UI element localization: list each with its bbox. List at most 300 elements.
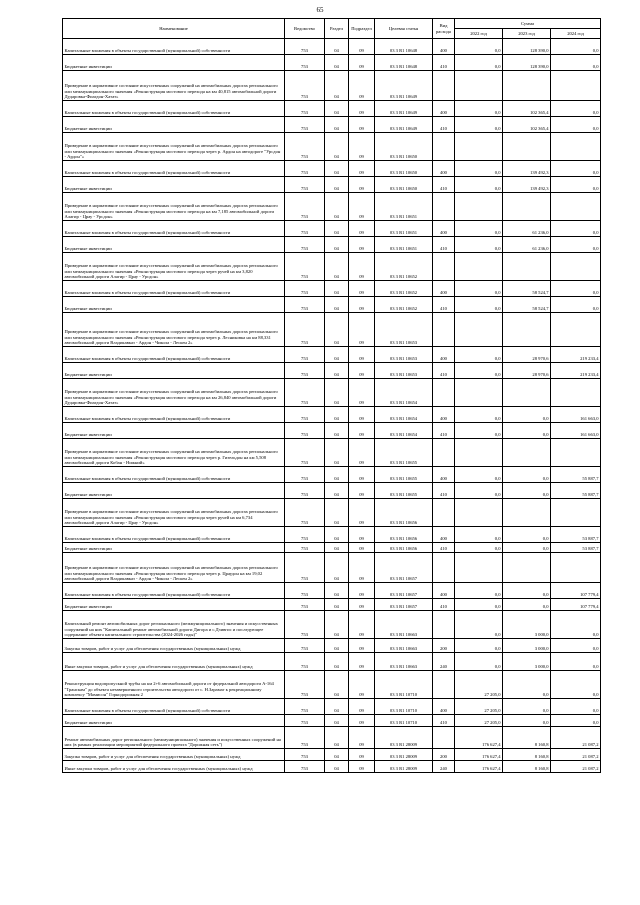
cell-dept: 753 — [285, 761, 325, 773]
cell-sec: 04 — [325, 101, 349, 117]
table-row — [63, 177, 601, 193]
cell-name: Приведение в нормативное состояние искусственных сооружений на автомобильных дорогах регионального или межмуниципального значения «Реконструкция мостового перехода через ручей на км 6,734 автомобильной дороги Алагир - Црау - Урсдон» — [63, 499, 285, 527]
cell-dept: 753 — [285, 727, 325, 749]
cell-sub: 09 — [349, 407, 375, 423]
cell-target: 03 3 R1 10650 — [375, 133, 433, 161]
cell-dept: 753 — [285, 699, 325, 715]
cell-sub: 09 — [349, 761, 375, 773]
header-2024: 2024 год — [551, 29, 601, 39]
cell-name: Бюджетные инвестиции — [63, 363, 285, 379]
cell-y1: 27 205,0 — [455, 699, 503, 715]
cell-y3: 0,0 — [551, 177, 601, 193]
cell-dept: 753 — [285, 467, 325, 483]
cell-dept: 753 — [285, 583, 325, 599]
cell-sec: 04 — [325, 39, 349, 55]
cell-vr: 400 — [433, 101, 455, 117]
cell-dept: 753 — [285, 611, 325, 639]
cell-sub: 09 — [349, 749, 375, 761]
cell-sec: 04 — [325, 671, 349, 699]
cell-y3: 21 087,2 — [551, 761, 601, 773]
cell-y1 — [455, 499, 503, 527]
cell-dept: 753 — [285, 313, 325, 347]
cell-sec: 04 — [325, 161, 349, 177]
cell-sub: 09 — [349, 101, 375, 117]
cell-y3: 0,0 — [551, 671, 601, 699]
cell-name: Приведение в нормативное состояние искусственных сооружений на автомобильных дорогах регионального или межмуниципального значения «Реконструкция мостового перехода на км 26,840 автомобильной дороги Дударовка-Фиагдон-Хатат» — [63, 379, 285, 407]
cell-y1 — [455, 313, 503, 347]
cell-sec: 04 — [325, 715, 349, 727]
table-row — [63, 71, 601, 101]
cell-sub: 09 — [349, 599, 375, 611]
cell-sec: 04 — [325, 599, 349, 611]
header-2023: 2023 год — [503, 29, 551, 39]
cell-y1: 0,0 — [455, 611, 503, 639]
cell-name: Капитальные вложения в объекты государственной (муниципальной) собственности — [63, 39, 285, 55]
cell-sub: 09 — [349, 653, 375, 671]
cell-y2: 8 160,8 — [503, 749, 551, 761]
cell-target: 03 3 R1 10656 — [375, 499, 433, 527]
cell-y2: 128 390,0 — [503, 39, 551, 55]
cell-sub: 09 — [349, 499, 375, 527]
cell-y2 — [503, 71, 551, 101]
cell-y3: 0,0 — [551, 117, 601, 133]
cell-target: 03 3 R1 10655 — [375, 483, 433, 499]
cell-y2: 0,0 — [503, 527, 551, 543]
cell-y1: 0,0 — [455, 297, 503, 313]
table-row — [63, 499, 601, 527]
header-dept: Ведомство — [285, 19, 325, 39]
table-row — [63, 39, 601, 55]
cell-vr — [433, 727, 455, 749]
cell-y3: 21 087,2 — [551, 749, 601, 761]
cell-y3 — [551, 253, 601, 281]
cell-sec: 04 — [325, 749, 349, 761]
table-row — [63, 483, 601, 499]
cell-sub: 09 — [349, 161, 375, 177]
cell-name: Приведение в нормативное состояние искусственных сооружений на автомобильных дорогах регионального или межмуниципального значения «Реконструкция мостового перехода через р. Лесниковка на км 88,331 автомобильной дороги Владикавказ - Ардон - Чикола - Лескен 2» — [63, 313, 285, 347]
cell-vr — [433, 71, 455, 101]
table-row — [63, 55, 601, 71]
cell-y3: 0,0 — [551, 101, 601, 117]
cell-sub: 09 — [349, 553, 375, 583]
cell-sub: 09 — [349, 193, 375, 221]
cell-y1: 0,0 — [455, 653, 503, 671]
cell-dept: 753 — [285, 553, 325, 583]
cell-dept: 753 — [285, 527, 325, 543]
cell-y2: 28 970,6 — [503, 363, 551, 379]
cell-vr — [433, 133, 455, 161]
cell-dept: 753 — [285, 161, 325, 177]
table-row — [63, 117, 601, 133]
cell-vr — [433, 313, 455, 347]
cell-sub: 09 — [349, 117, 375, 133]
cell-dept: 753 — [285, 379, 325, 407]
cell-sec: 04 — [325, 177, 349, 193]
cell-sub: 09 — [349, 439, 375, 467]
header-section: Раздел — [325, 19, 349, 39]
table-row — [63, 715, 601, 727]
cell-vr: 400 — [433, 161, 455, 177]
cell-y2: 61 236,0 — [503, 237, 551, 253]
cell-sub: 09 — [349, 313, 375, 347]
cell-sub: 09 — [349, 363, 375, 379]
cell-y1 — [455, 193, 503, 221]
cell-target: 03 3 R1 10648 — [375, 55, 433, 71]
cell-y3: 0,0 — [551, 237, 601, 253]
cell-name: Бюджетные инвестиции — [63, 599, 285, 611]
table-row — [63, 313, 601, 347]
cell-y2: 58 524,7 — [503, 297, 551, 313]
cell-target: 03 3 R1 10653 — [375, 313, 433, 347]
cell-vr: 410 — [433, 117, 455, 133]
table-row — [63, 193, 601, 221]
cell-y3 — [551, 553, 601, 583]
cell-y1: 27 205,0 — [455, 671, 503, 699]
cell-sec: 04 — [325, 347, 349, 363]
cell-dept: 753 — [285, 347, 325, 363]
table-row — [63, 347, 601, 363]
cell-y1: 0,0 — [455, 467, 503, 483]
cell-target: 03 3 R1 10710 — [375, 671, 433, 699]
cell-y2 — [503, 499, 551, 527]
cell-y3: 0,0 — [551, 653, 601, 671]
cell-vr — [433, 379, 455, 407]
cell-y2 — [503, 553, 551, 583]
cell-dept: 753 — [285, 39, 325, 55]
cell-y1: 0,0 — [455, 527, 503, 543]
cell-vr: 240 — [433, 761, 455, 773]
cell-sec: 04 — [325, 71, 349, 101]
cell-sec: 04 — [325, 439, 349, 467]
cell-target: 03 3 R1 28009 — [375, 727, 433, 749]
cell-y2: 0,0 — [503, 583, 551, 599]
cell-y1: 0,0 — [455, 599, 503, 611]
cell-target: 03 3 R1 10656 — [375, 527, 433, 543]
cell-y2: 28 970,6 — [503, 347, 551, 363]
cell-vr: 400 — [433, 407, 455, 423]
cell-dept: 753 — [285, 253, 325, 281]
cell-y2: 0,0 — [503, 407, 551, 423]
cell-sub: 09 — [349, 715, 375, 727]
cell-sec: 04 — [325, 281, 349, 297]
cell-target: 03 3 R1 10653 — [375, 363, 433, 379]
cell-vr: 400 — [433, 699, 455, 715]
cell-sub: 09 — [349, 483, 375, 499]
cell-dept: 753 — [285, 281, 325, 297]
cell-name: Бюджетные инвестиции — [63, 715, 285, 727]
cell-sub: 09 — [349, 543, 375, 553]
cell-name: Бюджетные инвестиции — [63, 483, 285, 499]
cell-y3: 55 887,7 — [551, 467, 601, 483]
cell-y3: 0,0 — [551, 639, 601, 653]
cell-y2 — [503, 313, 551, 347]
cell-target: 03 3 R1 10657 — [375, 553, 433, 583]
cell-sub: 09 — [349, 221, 375, 237]
cell-target: 03 3 R1 28009 — [375, 749, 433, 761]
cell-y1: 0,0 — [455, 583, 503, 599]
cell-dept: 753 — [285, 599, 325, 611]
cell-sec: 04 — [325, 761, 349, 773]
cell-y3: 0,0 — [551, 611, 601, 639]
cell-sec: 04 — [325, 467, 349, 483]
cell-sec: 04 — [325, 363, 349, 379]
cell-dept: 753 — [285, 193, 325, 221]
cell-dept: 753 — [285, 749, 325, 761]
cell-y3: 0,0 — [551, 221, 601, 237]
cell-y1 — [455, 439, 503, 467]
cell-y1 — [455, 253, 503, 281]
cell-name: Капитальные вложения в объекты государственной (муниципальной) собственности — [63, 699, 285, 715]
cell-sec: 04 — [325, 553, 349, 583]
cell-target: 03 3 R1 10649 — [375, 101, 433, 117]
cell-name: Закупка товаров, работ и услуг для обеспечения государственных (муниципальных) нужд — [63, 639, 285, 653]
cell-name: Капитальные вложения в объекты государственной (муниципальной) собственности — [63, 221, 285, 237]
cell-name: Иные закупки товаров, работ и услуг для обеспечения государственных (муниципальных) нужд — [63, 653, 285, 671]
cell-y2: 0,0 — [503, 543, 551, 553]
cell-vr: 410 — [433, 423, 455, 439]
table-row — [63, 133, 601, 161]
header-target: Целевая статья — [375, 19, 433, 39]
cell-y1: 27 205,0 — [455, 715, 503, 727]
cell-sec: 04 — [325, 221, 349, 237]
cell-y1: 0,0 — [455, 161, 503, 177]
cell-y3: 21 087,2 — [551, 727, 601, 749]
cell-target: 03 3 R1 10652 — [375, 297, 433, 313]
cell-target: 03 3 R1 10663 — [375, 611, 433, 639]
header-amount: Сумма — [455, 19, 601, 29]
cell-sub: 09 — [349, 177, 375, 193]
cell-vr: 410 — [433, 483, 455, 499]
table-row — [63, 699, 601, 715]
table-row — [63, 281, 601, 297]
cell-vr: 200 — [433, 749, 455, 761]
cell-dept: 753 — [285, 639, 325, 653]
cell-sec: 04 — [325, 653, 349, 671]
cell-y3: 0,0 — [551, 297, 601, 313]
cell-sec: 04 — [325, 117, 349, 133]
cell-name: Приведение в нормативное состояние искусственных сооружений на автомобильных дорогах регионального или межмуниципального значения «Реконструкция мостового перехода на км 40,815 автомобильной дороги Дударовка-Фиагдон-Хатат» — [63, 71, 285, 101]
cell-y1: 0,0 — [455, 55, 503, 71]
cell-name: Капитальный ремонт автомобильных дорог регионального (межмуниципального) значения и искусственных сооружений на них "Капитальный ремонт автомобильной дороги Дигора и с.Дзивгис и последующее содержание объекта капитального строительства (2024-2026 годы)" — [63, 611, 285, 639]
header-exp-type: Вид расхода — [433, 19, 455, 39]
cell-name: Приведение в нормативное состояние искусственных сооружений на автомобильных дорогах регионального или межмуниципального значения «Реконструкция мостового перехода через р. Гизельдон на км 5,508 автомобильной дороги Кобан - Нижний» — [63, 439, 285, 467]
cell-dept: 753 — [285, 297, 325, 313]
cell-y2: 8 160,8 — [503, 761, 551, 773]
cell-y2: 139 492,3 — [503, 177, 551, 193]
header-2022: 2022 год — [455, 29, 503, 39]
cell-y2: 0,0 — [503, 599, 551, 611]
cell-y1: 0,0 — [455, 281, 503, 297]
cell-y1: 0,0 — [455, 423, 503, 439]
cell-dept: 753 — [285, 55, 325, 71]
table-row — [63, 527, 601, 543]
cell-y2: 3 000,0 — [503, 653, 551, 671]
cell-y2: 3 000,0 — [503, 639, 551, 653]
cell-vr: 400 — [433, 281, 455, 297]
cell-sub: 09 — [349, 39, 375, 55]
cell-y3 — [551, 193, 601, 221]
cell-vr — [433, 499, 455, 527]
cell-sub: 09 — [349, 583, 375, 599]
cell-target: 03 3 R1 10651 — [375, 221, 433, 237]
cell-sub: 09 — [349, 253, 375, 281]
cell-sec: 04 — [325, 583, 349, 599]
cell-target: 03 3 R1 10651 — [375, 237, 433, 253]
cell-sub: 09 — [349, 423, 375, 439]
cell-sub: 09 — [349, 347, 375, 363]
cell-name: Капитальные вложения в объекты государственной (муниципальной) собственности — [63, 467, 285, 483]
table-row — [63, 543, 601, 553]
cell-dept: 753 — [285, 237, 325, 253]
cell-y1 — [455, 71, 503, 101]
cell-y2 — [503, 253, 551, 281]
cell-y2: 58 524,7 — [503, 281, 551, 297]
cell-sec: 04 — [325, 55, 349, 71]
cell-sec: 04 — [325, 527, 349, 543]
cell-vr — [433, 439, 455, 467]
cell-sec: 04 — [325, 193, 349, 221]
cell-name: Приведение в нормативное состояние искусственных сооружений на автомобильных дорогах регионального или межмуниципального значения «Реконструкция мостового перехода через ручей на км 3,820 автомобильной дороги Алагир - Црау - Урсдон» — [63, 253, 285, 281]
cell-dept: 753 — [285, 221, 325, 237]
cell-name: Бюджетные инвестиции — [63, 55, 285, 71]
cell-dept: 753 — [285, 177, 325, 193]
cell-sec: 04 — [325, 297, 349, 313]
table-row — [63, 221, 601, 237]
cell-name: Иные закупки товаров, работ и услуг для обеспечения государственных (муниципальных) нужд — [63, 761, 285, 773]
table-row — [63, 379, 601, 407]
cell-name: Капитальные вложения в объекты государственной (муниципальной) собственности — [63, 161, 285, 177]
table-row — [63, 583, 601, 599]
cell-y2: 102 365,4 — [503, 117, 551, 133]
table-row — [63, 639, 601, 653]
cell-name: Закупка товаров, работ и услуг для обеспечения государственных (муниципальных) нужд — [63, 749, 285, 761]
cell-y2: 139 492,3 — [503, 161, 551, 177]
cell-y3: 55 887,7 — [551, 483, 601, 499]
cell-sec: 04 — [325, 407, 349, 423]
cell-target: 03 3 R1 10652 — [375, 281, 433, 297]
cell-dept: 753 — [285, 671, 325, 699]
cell-y2: 61 236,0 — [503, 221, 551, 237]
cell-y3 — [551, 439, 601, 467]
cell-target: 03 3 R1 10649 — [375, 71, 433, 101]
table-row — [63, 101, 601, 117]
cell-sec: 04 — [325, 699, 349, 715]
table-row — [63, 599, 601, 611]
cell-y3 — [551, 379, 601, 407]
cell-y2 — [503, 439, 551, 467]
cell-y3: 53 887,7 — [551, 527, 601, 543]
cell-y1: 176 627,4 — [455, 727, 503, 749]
cell-name: Капитальные вложения в объекты государственной (муниципальной) собственности — [63, 347, 285, 363]
table-row — [63, 161, 601, 177]
cell-target: 03 3 R1 10656 — [375, 543, 433, 553]
cell-name: Бюджетные инвестиции — [63, 543, 285, 553]
cell-y1 — [455, 379, 503, 407]
cell-y3 — [551, 71, 601, 101]
cell-name: Ремонт автомобильных дорог регионального (межмуниципального) значения и искусственных сооружений на них (в рамках реализации мероприятий федерального проекта "Дорожная сеть") — [63, 727, 285, 749]
header-name: Наименование — [63, 19, 285, 39]
cell-y2: 102 365,4 — [503, 101, 551, 117]
cell-target: 03 3 R1 10654 — [375, 423, 433, 439]
cell-vr: 400 — [433, 39, 455, 55]
cell-target: 03 3 R1 28009 — [375, 761, 433, 773]
cell-sec: 04 — [325, 499, 349, 527]
cell-y1: 0,0 — [455, 407, 503, 423]
cell-sub: 09 — [349, 71, 375, 101]
cell-y1: 0,0 — [455, 237, 503, 253]
cell-vr: 240 — [433, 653, 455, 671]
cell-sub: 09 — [349, 55, 375, 71]
cell-target: 03 3 R1 10653 — [375, 347, 433, 363]
header-subsection: Подраздел — [349, 19, 375, 39]
cell-name: Бюджетные инвестиции — [63, 237, 285, 253]
table-row — [63, 671, 601, 699]
cell-vr: 400 — [433, 527, 455, 543]
cell-name: Приведение в нормативное состояние искусственных сооружений на автомобильных дорогах регионального или межмуниципального значения «Реконструкция мостового перехода на км 7,185 автомобильной дороги Алагир - Црау - Урсдон» — [63, 193, 285, 221]
cell-sec: 04 — [325, 611, 349, 639]
cell-dept: 753 — [285, 499, 325, 527]
cell-y1: 0,0 — [455, 39, 503, 55]
cell-vr: 410 — [433, 177, 455, 193]
cell-y3: 0,0 — [551, 699, 601, 715]
cell-target: 03 3 R1 10649 — [375, 117, 433, 133]
cell-y2 — [503, 379, 551, 407]
cell-sec: 04 — [325, 543, 349, 553]
cell-sub: 09 — [349, 281, 375, 297]
cell-name: Капитальные вложения в объекты государственной (муниципальной) собственности — [63, 583, 285, 599]
table-row — [63, 467, 601, 483]
cell-name: Приведение в нормативное состояние искусственных сооружений на автомобильных дорогах регионального или межмуниципального значения «Реконструкция мостового перехода через р. Цраудон на км 19,02 автомобильной дороги Владикавказ - Ардон - Чикола - Лескен 2» — [63, 553, 285, 583]
table-row — [63, 423, 601, 439]
cell-sub: 09 — [349, 237, 375, 253]
cell-y3 — [551, 133, 601, 161]
cell-y3: 0,0 — [551, 161, 601, 177]
cell-vr: 400 — [433, 347, 455, 363]
cell-sub: 09 — [349, 699, 375, 715]
table-row — [63, 363, 601, 379]
cell-dept: 753 — [285, 653, 325, 671]
cell-target: 03 3 R1 10650 — [375, 161, 433, 177]
cell-sub: 09 — [349, 527, 375, 543]
cell-vr: 200 — [433, 639, 455, 653]
cell-vr: 400 — [433, 583, 455, 599]
cell-sec: 04 — [325, 639, 349, 653]
cell-sub: 09 — [349, 379, 375, 407]
budget-table — [62, 18, 601, 773]
cell-y1: 0,0 — [455, 483, 503, 499]
cell-dept: 753 — [285, 101, 325, 117]
cell-name: Капитальные вложения в объекты государственной (муниципальной) собственности — [63, 281, 285, 297]
table-row — [63, 653, 601, 671]
cell-y2: 8 160,8 — [503, 727, 551, 749]
cell-target: 03 3 R1 10657 — [375, 599, 433, 611]
table-row — [63, 727, 601, 749]
cell-vr: 400 — [433, 467, 455, 483]
cell-sub: 09 — [349, 639, 375, 653]
cell-y1: 176 627,4 — [455, 761, 503, 773]
cell-dept: 753 — [285, 715, 325, 727]
cell-y3: 161 663,0 — [551, 423, 601, 439]
cell-dept: 753 — [285, 133, 325, 161]
cell-vr: 410 — [433, 715, 455, 727]
cell-y2: 0,0 — [503, 699, 551, 715]
table-row — [63, 761, 601, 773]
cell-y2: 0,0 — [503, 483, 551, 499]
cell-y3 — [551, 313, 601, 347]
cell-name: Приведение в нормативное состояние искусственных сооружений на автомобильных дорогах регионального или межмуниципального значения «Реконструкция мостового перехода через р. Ардон на автодороге "Урсдон - Ардон"» — [63, 133, 285, 161]
cell-sec: 04 — [325, 253, 349, 281]
cell-target: 03 3 R1 10655 — [375, 467, 433, 483]
